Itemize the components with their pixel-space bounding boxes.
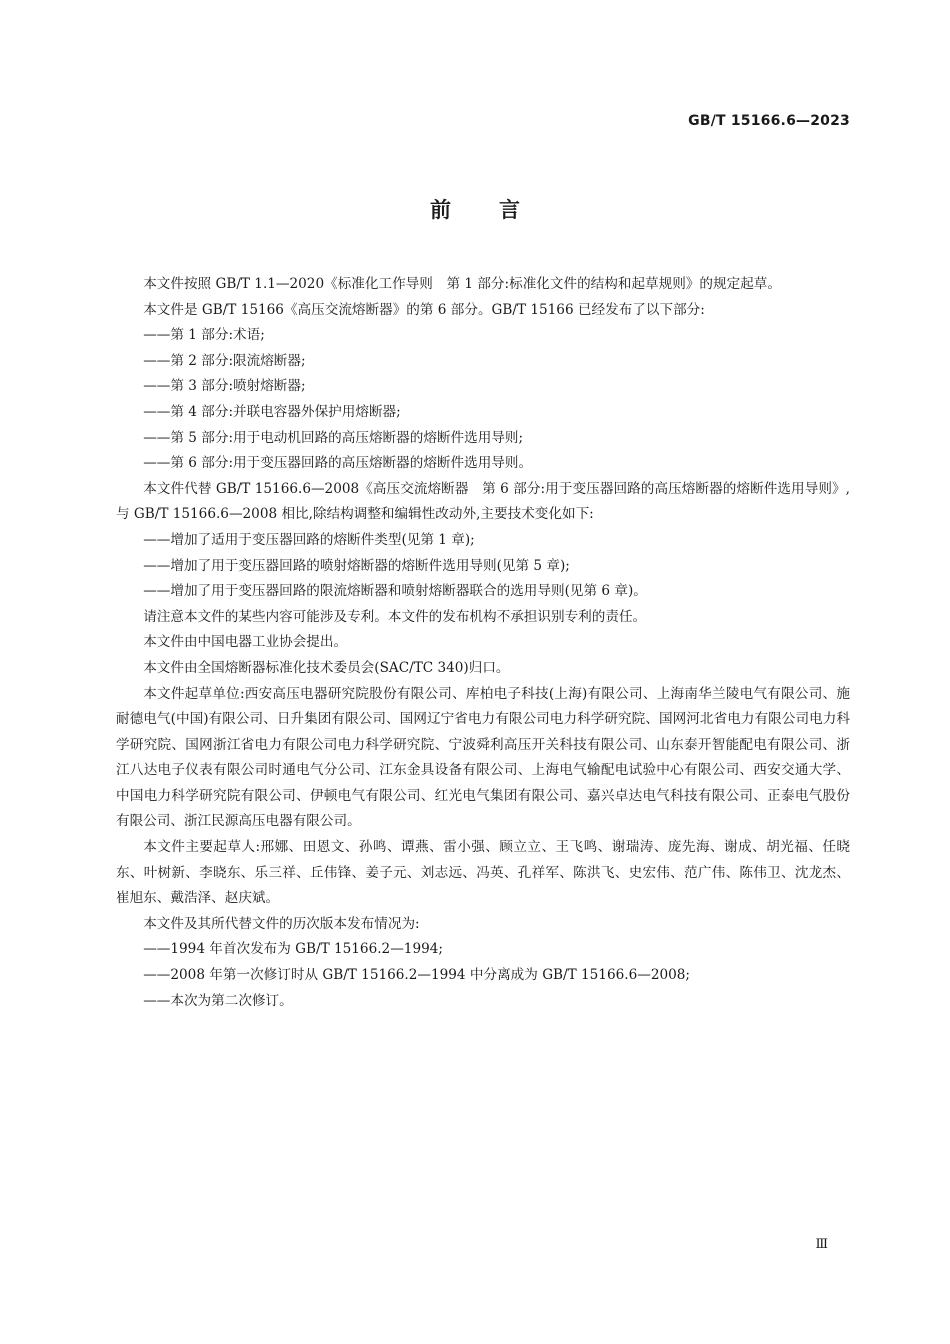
list-item: ——第 4 部分:并联电容器外保护用熔断器;: [143, 403, 401, 420]
list-item: ——第 3 部分:喷射熔断器;: [143, 378, 306, 395]
standard-code: GB/T 15166.6—2023: [688, 113, 850, 129]
list-item: ——第 5 部分:用于电动机回路的高压熔断器的熔断件选用导则;: [143, 429, 524, 446]
page-title: [0, 194, 950, 224]
paragraph: 本文件由中国电器工业协会提出。: [143, 634, 348, 651]
list-item: ——第 6 部分:用于变压器回路的高压熔断器的熔断件选用导则。: [143, 455, 533, 472]
list-item: ——1994 年首次发布为 GB/T 15166.2—1994;: [143, 941, 443, 958]
list-item: ——增加了适用于变压器回路的熔断件类型(见第 1 章);: [143, 531, 475, 548]
title-char-1: 前: [430, 198, 451, 222]
page-number: Ⅲ: [815, 1237, 828, 1252]
list-item: ——本次为第二次修订。: [143, 992, 293, 1009]
paragraph: 本文件代替 GB/T 15166.6—2008《高压交流熔断器 第 6 部分:用于变压器回路的高压熔断器的熔断件选用导则》,与 GB/T 15166.6—2008 相比,除结构调整和编辑性改动外,主要技术变化如下:: [116, 480, 850, 523]
paragraph: 本文件是 GB/T 15166《高压交流熔断器》的第 6 部分。GB/T 15166 已经发布了以下部分:: [143, 301, 705, 318]
paragraph: 本文件及其所代替文件的历次版本发布情况为:: [143, 915, 420, 932]
list-item: ——增加了用于变压器回路的限流熔断器和喷射熔断器联合的选用导则(见第 6 章)。: [143, 583, 647, 600]
foreword-body: [116, 272, 850, 1014]
paragraph: 本文件主要起草人:邢娜、田恩文、孙鸣、谭燕、雷小强、顾立立、王飞鸣、谢瑞涛、庞先海、谢成、胡光福、任晓东、叶树新、李晓东、乐三祥、丘伟锋、姜子元、刘志远、冯英、孔祥军、陈洪飞、史宏伟、范广伟、陈伟卫、沈龙杰、崔旭东、戴浩泽、赵庆斌。: [116, 839, 850, 907]
paragraph: 本文件按照 GB/T 1.1—2020《标准化工作导则 第 1 部分:标准化文件的结构和起草规则》的规定起草。: [143, 276, 781, 292]
list-item: ——2008 年第一次修订时从 GB/T 15166.2—1994 中分离成为 GB/T 15166.6—2008;: [143, 967, 690, 984]
list-item: ——增加了用于变压器回路的喷射熔断器的熔断件选用导则(见第 5 章);: [143, 557, 570, 574]
paragraph: 请注意本文件的某些内容可能涉及专利。本文件的发布机构不承担识别专利的责任。: [143, 608, 647, 625]
paragraph: 本文件由全国熔断器标准化技术委员会(SAC/TC 340)归口。: [143, 659, 510, 676]
title-char-2: 言: [499, 198, 520, 222]
list-item: ——第 2 部分:限流熔断器;: [143, 352, 306, 369]
list-item: ——第 1 部分:术语;: [143, 327, 265, 344]
paragraph: 本文件起草单位:西安高压电器研究院股份有限公司、库柏电子科技(上海)有限公司、上海南华兰陵电气有限公司、施耐德电气(中国)有限公司、日升集团有限公司、国网辽宁省电力有限公司电力科学研究院、国网河北省电力有限公司电力科学研究院、国网浙江省电力有限公司电力科学研究院、宁波舜利高压开关科技有限公司、山东泰开智能配电有限公司、浙江八达电子仪表有限公司时通电气分公司、江东金具设备有限公司、上海电气输配电试验中心有限公司、西安交通大学、中国电力科学研究院有限公司、伊顿电气有限公司、红光电气集团有限公司、嘉兴卓达电气科技有限公司、正泰电气股份有限公司、浙江民源高压电器有限公司。: [116, 685, 850, 830]
